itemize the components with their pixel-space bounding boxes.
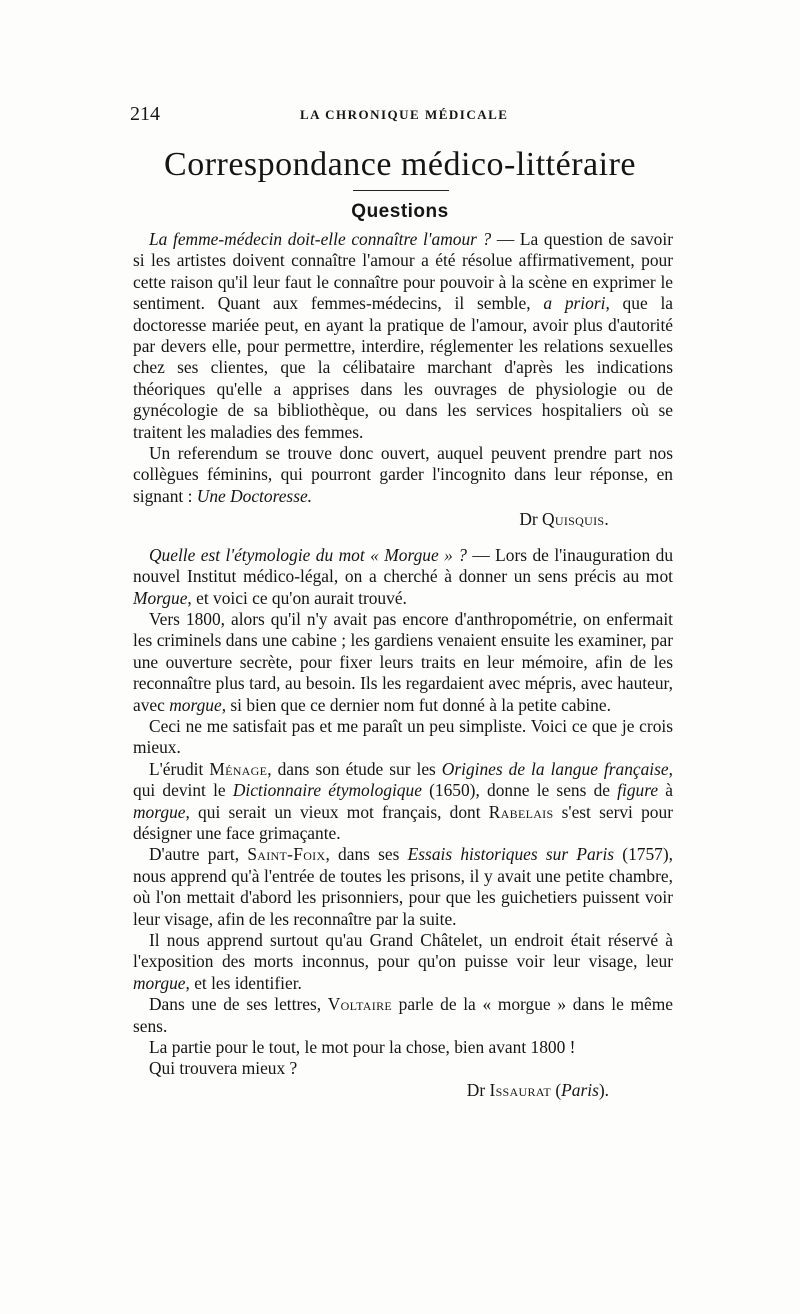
paragraph: Un referendum se trouve donc ouvert, auquel peuvent prendre part nos collègues féminins, qui pourront garder l'incognito dans leur réponse, en signant : Une Doctoresse. (133, 443, 673, 506)
paragraph: Quelle est l'étymologie du mot « Morgue » ? — Lors de l'inauguration du nouvel Institut médico-légal, on a cherché à donner un sens précis au mot Morgue, et voici ce qu'on aurait trouvé. (133, 544, 674, 608)
paragraph: Dans une de ses lettres, Voltaire parle de la « morgue » dans le même sens. (133, 994, 673, 1036)
running-head (130, 103, 670, 127)
signature: Dr Issaurat (Paris). (466, 1079, 609, 1100)
title-divider (353, 190, 449, 191)
paragraph: Il nous apprend surtout qu'au Grand Châtelet, un endroit était réservé à l'exposition des morts inconnus, pour qu'on puisse voir leur visage, leur morgue, et les identifier. (133, 930, 673, 993)
paragraph: La femme-médecin doit-elle connaître l'amour ? — La question de savoir si les artistes doivent connaître l'amour a été résolue affirmativement, pour cette raison qu'il leur faut le connaître pour pouvoir à la scène en exprimer le sentiment. Quant aux femmes-médecins, il semble, a priori, que la doctoresse mariée peut, en ayant la pratique de l'amour, avoir plus d'autorité par devers elle, pour permettre, interdire, réglementer les relations sexuelles chez ses clientes, que la célibataire marchant d'après les indications théoriques qu'elle a apprises dans les ouvrages de physiologie ou de gynécologie de sa bibliothèque, ou dans les services hospitaliers où se traitent les maladies des femmes. (133, 229, 673, 442)
signature: Dr Quisquis. (519, 509, 609, 530)
article-body (133, 229, 673, 1101)
page-title: Correspondance médico-littéraire (164, 146, 636, 183)
question-block (133, 545, 673, 1102)
paragraph: Vers 1800, alors qu'il n'y avait pas encore d'anthropométrie, on enfermait les criminels dans une cabine ; les gardiens venaient ensuite les examiner, par une ouverture secrète, pour fixer leurs traits en leur mémoire, afin de les reconnaître plus tard, au besoin. Ils les regardaient avec mépris, avec hauteur, avec morgue, si bien que ce dernier nom fut donné à la petite cabine. (133, 608, 673, 715)
paragraph: Qui trouvera mieux ? (149, 1058, 298, 1079)
journal-title: LA CHRONIQUE MÉDICALE (300, 107, 509, 122)
question-lead: Quelle est l'étymologie du mot « Morgue » ? (149, 544, 467, 565)
section-heading: Questions (351, 201, 449, 222)
paragraph: L'érudit Ménage, dans son étude sur les Origines de la langue française, qui devint le Dictionnaire étymologique (1650), donne le sens de figure à morgue, qui serait un vieux mot français, dont Rabelais s'est servi pour désigner une face grimaçante. (133, 758, 673, 843)
paragraph: La partie pour le tout, le mot pour la chose, bien avant 1800 ! (149, 1037, 576, 1058)
page-number: 214 (130, 103, 160, 125)
paragraph: Ceci ne me satisfait pas et me paraît un peu simpliste. Voici ce que je crois mieux. (133, 715, 673, 758)
paragraph: D'autre part, Saint-Foix, dans ses Essais historiques sur Paris (1757), nous apprend qu'à l'entrée de toutes les prisons, il y avait une petite chambre, où l'on mettait d'abord les prisonniers, pour que les guichetiers puissent voir leur visage, afin de les reconnaître par la suite. (133, 844, 673, 929)
question-lead: La femme-médecin doit-elle connaître l'amour ? (149, 229, 492, 249)
